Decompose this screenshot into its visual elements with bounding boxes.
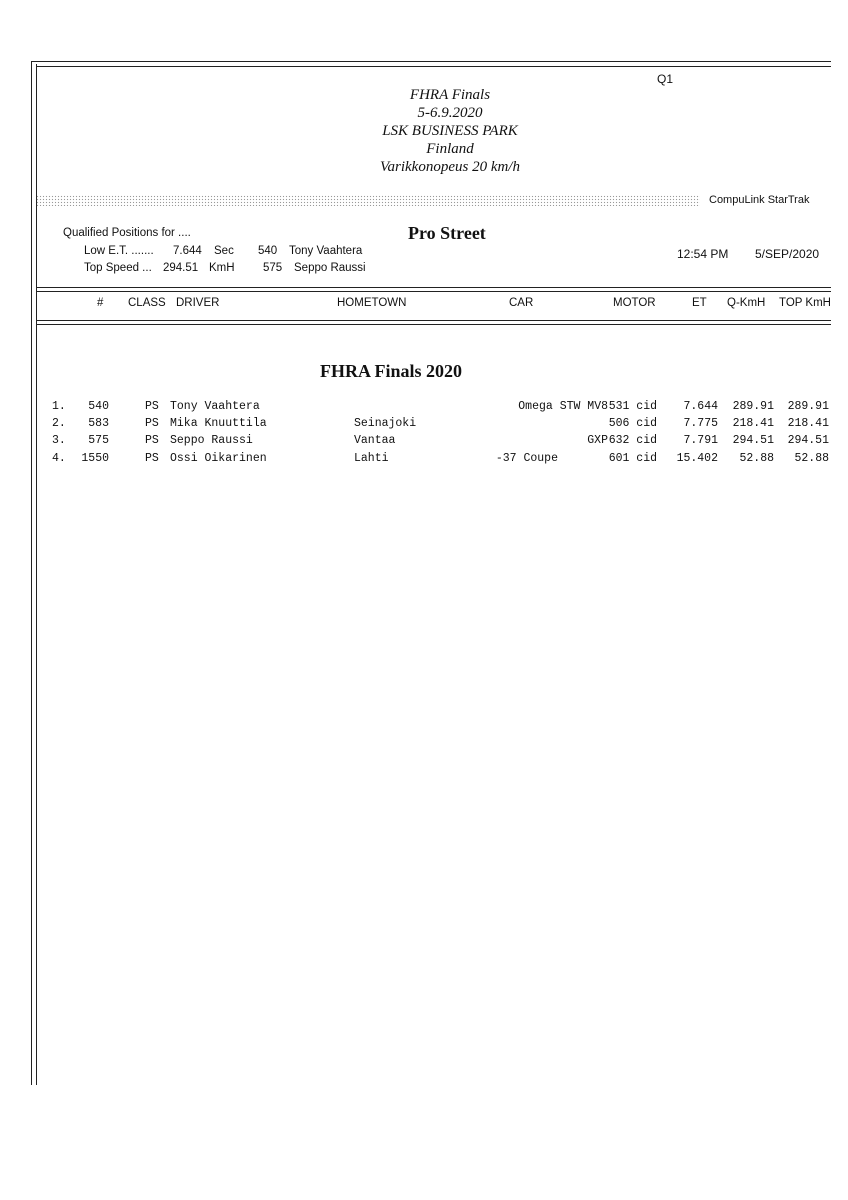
table-row xyxy=(0,434,848,450)
header-rule-top-1 xyxy=(36,287,831,288)
row-hometown: Lahti xyxy=(354,452,389,465)
row-driver: Seppo Raussi xyxy=(170,434,253,447)
top-speed-car-number: 575 xyxy=(263,262,283,274)
brand-label: CompuLink StarTrak xyxy=(709,194,810,206)
event-country: Finland xyxy=(426,141,474,157)
row-class: PS xyxy=(145,400,159,413)
event-name: FHRA Finals xyxy=(409,87,491,103)
row-topkmh: 294.51 xyxy=(787,434,829,447)
col-car: CAR xyxy=(509,297,534,309)
row-motor: 601 cid xyxy=(608,452,657,465)
header-rule-top-2 xyxy=(36,291,831,292)
row-qkmh: 52.88 xyxy=(739,452,774,465)
row-qkmh: 294.51 xyxy=(732,434,774,447)
row-et: 7.791 xyxy=(683,434,718,447)
row-car-number: 583 xyxy=(88,417,109,430)
row-class: PS xyxy=(145,434,159,447)
row-et: 7.644 xyxy=(683,400,718,413)
dotted-separator xyxy=(36,195,700,206)
event-dates: 5-6.9.2020 xyxy=(417,105,483,121)
row-et: 7.775 xyxy=(683,417,718,430)
col-num: # xyxy=(97,297,104,309)
row-hometown: Seinajoki xyxy=(354,417,417,430)
top-speed-value: 294.51 xyxy=(163,262,199,274)
row-position: 4. xyxy=(52,452,66,465)
row-driver: Tony Vaahtera xyxy=(170,400,260,413)
qualified-label: Qualified Positions for .... xyxy=(63,227,191,239)
frame-border-left-inner xyxy=(36,64,37,1085)
row-car: Omega STW MV8 xyxy=(518,400,608,413)
row-car-number: 540 xyxy=(88,400,109,413)
row-motor: 531 cid xyxy=(608,400,657,413)
class-title: Pro Street xyxy=(408,223,486,243)
col-hometown: HOMETOWN xyxy=(337,297,407,309)
low-et-car-number: 540 xyxy=(258,245,278,257)
low-et-label: Low E.T. ....... xyxy=(84,245,154,257)
row-class: PS xyxy=(145,452,159,465)
row-position: 2. xyxy=(52,417,66,430)
col-motor: MOTOR xyxy=(613,297,656,309)
report-date: 5/SEP/2020 xyxy=(755,247,820,261)
row-driver: Mika Knuuttila xyxy=(170,417,267,430)
row-hometown: Vantaa xyxy=(354,434,396,447)
event-note: Varikkonopeus 20 km/h xyxy=(380,159,520,175)
row-motor: 506 cid xyxy=(608,417,657,430)
row-motor: 632 cid xyxy=(608,434,657,447)
low-et-unit: Sec xyxy=(214,245,234,257)
low-et-driver: Tony Vaahtera xyxy=(289,245,363,257)
row-class: PS xyxy=(145,417,159,430)
header-rule-bottom-2 xyxy=(36,324,831,325)
col-topkmh: TOP KmH xyxy=(779,297,831,309)
row-car-number: 575 xyxy=(88,434,109,447)
row-car: -37 Coupe xyxy=(495,452,558,465)
col-et: ET xyxy=(692,297,707,309)
table-row xyxy=(0,452,848,468)
header-rule-bottom-1 xyxy=(36,320,831,321)
report-time: 12:54 PM xyxy=(677,247,729,261)
top-speed-label: Top Speed ... xyxy=(84,262,152,274)
row-topkmh: 289.91 xyxy=(787,400,829,413)
row-et: 15.402 xyxy=(676,452,718,465)
low-et-value: 7.644 xyxy=(173,245,202,257)
table-row xyxy=(0,400,848,416)
row-topkmh: 52.88 xyxy=(794,452,829,465)
row-position: 3. xyxy=(52,434,66,447)
row-qkmh: 289.91 xyxy=(732,400,774,413)
top-speed-unit: KmH xyxy=(209,262,235,274)
frame-border-top-outer xyxy=(31,61,831,62)
section-title: FHRA Finals 2020 xyxy=(320,361,463,381)
session-label: Q1 xyxy=(657,72,674,86)
row-qkmh: 218.41 xyxy=(732,417,774,430)
col-class: CLASS xyxy=(128,297,166,309)
row-car-number: 1550 xyxy=(81,452,109,465)
frame-border-top-inner xyxy=(36,66,831,67)
frame-border-left-outer xyxy=(31,61,32,1085)
top-speed-driver: Seppo Raussi xyxy=(294,262,366,274)
col-driver: DRIVER xyxy=(176,297,220,309)
col-qkmh: Q-KmH xyxy=(727,297,766,309)
event-venue: LSK BUSINESS PARK xyxy=(382,123,518,139)
row-driver: Ossi Oikarinen xyxy=(170,452,267,465)
table-row xyxy=(0,417,848,433)
row-car: GXP xyxy=(587,434,608,447)
row-position: 1. xyxy=(52,400,66,413)
row-topkmh: 218.41 xyxy=(787,417,829,430)
